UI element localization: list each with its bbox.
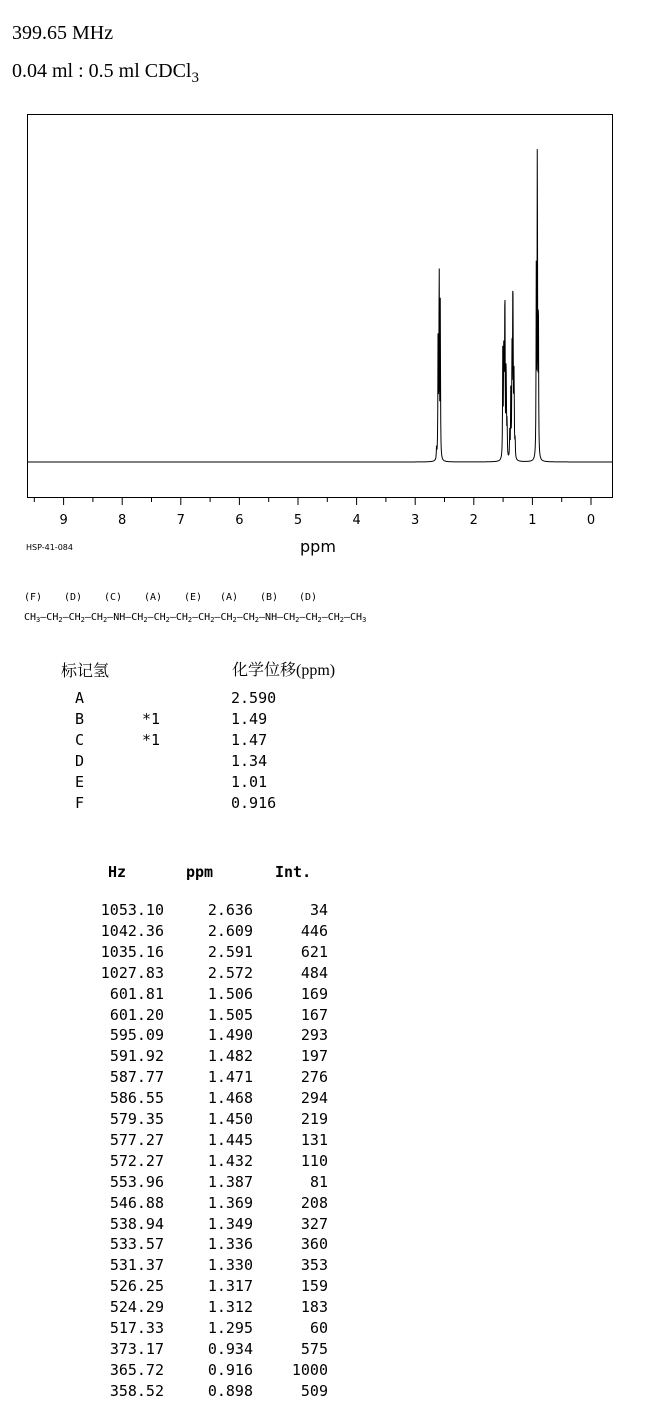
- assignment-note: *1: [142, 731, 161, 749]
- peak-table-row: [0, 1152, 340, 1173]
- peak-hz: 1042.36: [100, 921, 164, 940]
- assignment-shift: 0.916: [231, 794, 277, 812]
- peak-hz: 1027.83: [100, 963, 164, 982]
- peak-int: 484: [300, 963, 328, 982]
- peak-int: 219: [300, 1110, 328, 1128]
- bond: —: [277, 612, 284, 623]
- assignment-shift: 2.590: [231, 689, 277, 707]
- structure-label: (A): [220, 592, 239, 603]
- structure-subscript: 2: [102, 616, 108, 624]
- structure-label: (D): [299, 592, 318, 603]
- structure-group: CH: [68, 612, 81, 623]
- peak-table-row: [0, 1068, 340, 1089]
- solvent-text: 0.04 ml : 0.5 ml CDCl: [12, 60, 192, 82]
- structure-label: (B): [260, 592, 279, 603]
- assignment-label: C: [75, 731, 85, 749]
- peak-hz: 358.52: [109, 1381, 164, 1400]
- peak-table-row: [0, 1382, 340, 1403]
- structure-subscript: 3: [36, 616, 41, 624]
- peak-int: 110: [300, 1151, 328, 1170]
- peak-ppm: 1.445: [207, 1130, 253, 1149]
- peak-hz: 553.96: [109, 1172, 164, 1191]
- x-axis-tick-labels: [59, 513, 595, 528]
- peak-int: 81: [309, 1172, 328, 1191]
- peak-int: 293: [300, 1026, 328, 1045]
- structure-group: CH: [283, 612, 296, 623]
- peak-ppm: 1.317: [207, 1277, 253, 1296]
- structure-label: (A): [144, 592, 163, 603]
- bond: —: [214, 612, 221, 623]
- peak-ppm: 1.490: [207, 1026, 253, 1045]
- x-tick-label: 4: [352, 513, 361, 528]
- bond: —: [236, 612, 243, 623]
- structure-group: CH: [90, 612, 103, 623]
- peak-table-row: [0, 901, 340, 922]
- peak-table-row: [0, 1194, 340, 1215]
- peak-table-row: [0, 1173, 340, 1194]
- structure-label: (D): [64, 592, 83, 603]
- peak-table-header: Int.: [275, 863, 312, 881]
- x-axis-label: ppm: [300, 537, 336, 556]
- structure-subscript: 2: [295, 616, 300, 624]
- assignment-label: D: [75, 752, 85, 770]
- peak-hz: 591.92: [109, 1047, 164, 1066]
- structure-group: CH: [242, 612, 255, 623]
- bond: —: [321, 612, 328, 623]
- peak-int: 327: [300, 1214, 328, 1233]
- peak-int: 360: [300, 1235, 328, 1254]
- peak-ppm: 1.432: [207, 1151, 253, 1170]
- structure-group: CH: [327, 612, 340, 623]
- peak-ppm: 1.505: [207, 1005, 253, 1024]
- assignment-label: A: [75, 689, 85, 707]
- peak-ppm: 2.609: [207, 921, 253, 940]
- bond: —: [343, 612, 351, 623]
- peak-table-row: [0, 1277, 340, 1298]
- structure-group: CH: [131, 612, 144, 623]
- assignment-shift: 1.49: [231, 710, 268, 728]
- peak-table-row: [0, 964, 340, 985]
- x-tick-label: 8: [118, 513, 127, 528]
- structure-chain: [24, 612, 366, 624]
- spectrum-trace: [28, 149, 612, 462]
- peak-hz: 365.72: [109, 1360, 164, 1379]
- peak-ppm: 2.591: [207, 942, 253, 961]
- peak-table-row: [0, 985, 340, 1006]
- peak-table-header: ppm: [186, 863, 214, 881]
- peak-hz: 579.35: [109, 1110, 164, 1128]
- peak-ppm: 0.916: [207, 1360, 253, 1379]
- bond: —: [125, 612, 132, 623]
- peak-hz: 546.88: [109, 1193, 164, 1212]
- structure-group: CH: [24, 612, 37, 623]
- peak-ppm: 1.387: [207, 1172, 253, 1191]
- peak-ppm: 1.482: [207, 1047, 253, 1066]
- peak-hz: 572.27: [109, 1151, 164, 1170]
- assignment-note: *1: [142, 710, 161, 728]
- peak-table-row: [0, 943, 340, 964]
- x-tick-label: 5: [293, 513, 303, 528]
- peak-ppm: 1.369: [207, 1193, 253, 1212]
- assignment-shift-header: 化学位移(ppm): [232, 662, 336, 679]
- peak-hz: 601.81: [109, 984, 164, 1003]
- peak-hz: 538.94: [109, 1214, 164, 1233]
- peak-table-row: [0, 1340, 340, 1361]
- peak-table-header: Hz: [108, 863, 127, 881]
- peak-hz: 1035.16: [100, 942, 164, 961]
- x-axis-ticks: [34, 498, 591, 505]
- peak-hz: 577.27: [109, 1130, 164, 1149]
- peak-table-row: [0, 1235, 340, 1256]
- x-tick-label: 6: [235, 513, 244, 528]
- peak-ppm: 1.295: [207, 1319, 253, 1337]
- peak-ppm: 1.471: [207, 1068, 253, 1087]
- plot-frame: [28, 115, 613, 498]
- structure-subscript: 2: [143, 616, 148, 624]
- bond: —: [84, 612, 91, 623]
- structure-subscript: 2: [317, 616, 322, 624]
- x-tick-label: 3: [411, 513, 420, 528]
- structure-subscript: 2: [254, 616, 260, 624]
- peak-ppm: 0.934: [207, 1339, 253, 1358]
- x-tick-label: 2: [469, 513, 478, 528]
- structure-group: NH: [113, 612, 126, 623]
- peak-hz: 533.57: [109, 1235, 164, 1254]
- peak-ppm: 1.330: [207, 1256, 253, 1275]
- peak-table-row: [0, 922, 340, 943]
- peak-ppm: 1.450: [207, 1110, 253, 1128]
- structure-group: CH: [305, 612, 318, 623]
- structure-group: CH: [175, 612, 188, 623]
- peak-table-row: [0, 1131, 340, 1152]
- peak-ppm: 1.468: [207, 1089, 253, 1108]
- assignment-label: E: [75, 773, 85, 791]
- peak-int: 353: [300, 1256, 328, 1275]
- peak-ppm: 0.898: [207, 1381, 253, 1400]
- peak-int: 621: [300, 942, 328, 961]
- peak-int: 208: [300, 1193, 328, 1212]
- peak-hz: 373.17: [109, 1339, 164, 1358]
- peak-hz: 595.09: [109, 1026, 164, 1045]
- peak-hz: 524.29: [109, 1298, 164, 1317]
- peak-hz: 1053.10: [100, 901, 164, 919]
- peak-table-row: [0, 1215, 340, 1236]
- structure-group: CH: [153, 612, 166, 623]
- structure-subscript: 2: [58, 616, 63, 624]
- bond: —: [169, 612, 176, 623]
- bond: —: [192, 612, 199, 623]
- peak-table-row: [0, 1089, 340, 1110]
- structure-group: CH: [220, 612, 233, 623]
- peak-int: 183: [300, 1298, 328, 1317]
- peak-int: 294: [300, 1089, 328, 1108]
- peak-hz: 587.77: [109, 1068, 164, 1087]
- assignment-label: F: [75, 794, 85, 812]
- bond: —: [147, 612, 154, 623]
- peak-table-row: [0, 1047, 340, 1068]
- peak-table-row: [0, 1361, 340, 1382]
- bond: —: [40, 612, 47, 623]
- structure-label: (F): [24, 592, 43, 603]
- peak-int: 131: [300, 1130, 328, 1149]
- peak-table-row: [0, 1110, 340, 1131]
- structure-subscript: 2: [210, 616, 215, 624]
- peak-hz: 517.33: [109, 1319, 164, 1337]
- structure-subscript: 3: [362, 616, 367, 624]
- x-tick-label: 0: [586, 513, 596, 528]
- assignment-label-header: 标记氢: [61, 663, 110, 680]
- peak-table-row: [0, 1298, 340, 1319]
- bond: —: [62, 612, 69, 623]
- structure-group: CH: [198, 612, 211, 623]
- structure-subscript: 2: [80, 616, 85, 624]
- peak-hz: 526.25: [109, 1277, 164, 1296]
- spectrum-code: HSP-41-084: [26, 543, 73, 552]
- structure-subscript: 2: [165, 616, 170, 624]
- peak-ppm: 1.336: [207, 1235, 253, 1254]
- assignment-shift: 1.34: [231, 752, 268, 770]
- peak-ppm: 2.636: [207, 901, 253, 919]
- structure-label: (C): [104, 592, 123, 603]
- peak-int: 446: [300, 921, 328, 940]
- peak-int: 575: [300, 1339, 328, 1358]
- structure-subscript: 2: [232, 616, 237, 624]
- x-tick-label: 7: [176, 513, 185, 528]
- structure-label: (E): [184, 592, 203, 603]
- structure-group: NH: [265, 612, 278, 623]
- peak-int: 169: [300, 984, 328, 1003]
- bond: —: [107, 612, 114, 623]
- peak-int: 509: [300, 1381, 328, 1400]
- nmr-spectrum-chart: [0, 100, 652, 535]
- structure-group: CH: [46, 612, 59, 623]
- spectrometer-frequency: 399.65 MHz: [12, 22, 114, 44]
- peak-ppm: 1.506: [207, 984, 253, 1003]
- assignment-shift: 1.47: [231, 731, 268, 749]
- solvent-subscript: 3: [191, 70, 199, 86]
- peak-int: 34: [309, 901, 328, 919]
- peak-table-row: [0, 1006, 340, 1027]
- peak-ppm: 1.349: [207, 1214, 253, 1233]
- peak-int: 159: [300, 1277, 328, 1296]
- bond: —: [299, 612, 306, 623]
- sample-solvent: [12, 60, 199, 87]
- x-tick-label: 1: [528, 513, 537, 528]
- structure-subscript: 2: [339, 616, 344, 624]
- peak-int: 167: [300, 1005, 328, 1024]
- peak-int: 276: [300, 1068, 328, 1087]
- x-tick-label: 9: [59, 513, 68, 528]
- peak-hz: 601.20: [109, 1005, 164, 1024]
- peak-int: 60: [309, 1319, 328, 1337]
- peak-int: 1000: [291, 1360, 328, 1379]
- peak-hz: 586.55: [109, 1089, 164, 1108]
- structure-group: CH: [350, 612, 363, 623]
- bond: —: [259, 612, 266, 623]
- peak-int: 197: [300, 1047, 328, 1066]
- structure-subscript: 2: [187, 616, 193, 624]
- peak-ppm: 2.572: [207, 963, 253, 982]
- peak-table-row: [0, 1026, 340, 1047]
- peak-ppm: 1.312: [207, 1298, 253, 1317]
- peak-table-row: [0, 1319, 340, 1340]
- peak-table-row: [0, 1256, 340, 1277]
- peak-hz: 531.37: [109, 1256, 164, 1275]
- assignment-shift: 1.01: [231, 773, 268, 791]
- assignment-label: B: [75, 710, 85, 728]
